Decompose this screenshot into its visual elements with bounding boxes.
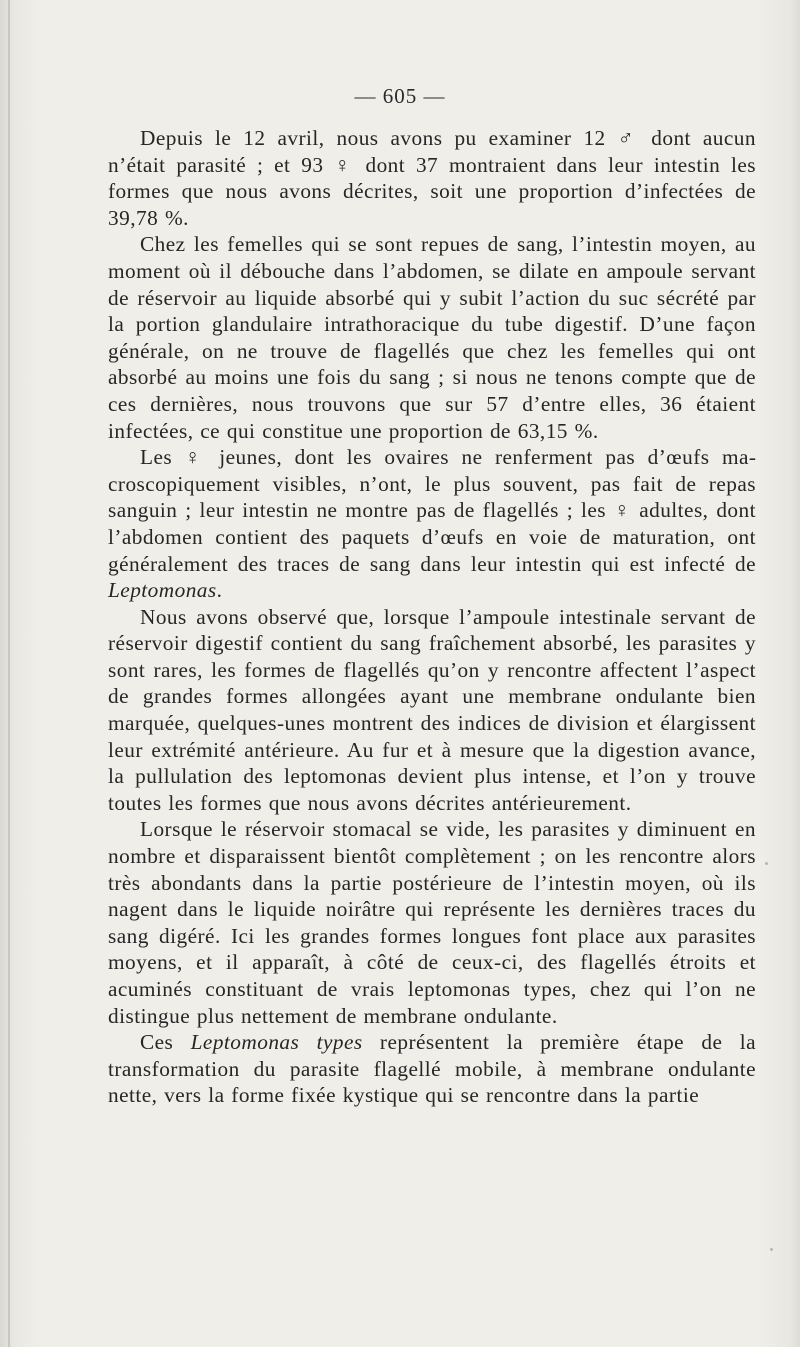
paragraph-1 [108, 125, 756, 231]
paragraph-6-start: Ces [140, 1030, 191, 1055]
paper-speck [770, 1248, 773, 1251]
paragraph-3-end: . [216, 578, 223, 603]
paragraph-6 [108, 1029, 756, 1109]
paragraph-3-text: Les ♀ jeunes, dont les ovaires ne renferment pas d’œufs macroscopiquement visibles, n’ont, le plus souvent, pas fait de repas sanguin ; leur intestin ne montre pas de flagellés ; les ♀ adultes, dont l’abdomen contient des paquets d’œufs en voie de maturation, ont généralement des traces de sang dans leur intestin qui est infecté de [108, 445, 756, 576]
paragraph-2-text: Chez les femelles qui se sont repues de sang, l’intestin moyen, au moment où il débouche dans l’abdomen, se dilate en ampoule servant de réservoir au liquide absorbé qui y subit l’action du suc sécrété par la portion glandulaire intrathoracique du tube digestif. D’une façon générale, on ne trouve de flagellés que chez les femelles qui ont absorbé au moins une fois du sang ; si nous ne tenons compte que de ces dernières, nous trouvons que sur 57 d’entre elles, 36 étaient infectées, ce qui constitue une proportion de 63,15 %. [108, 232, 756, 443]
paragraph-5 [108, 816, 756, 1029]
paragraph-2 [108, 231, 756, 444]
binding-edge [8, 0, 10, 1347]
paragraph-1-text: Depuis le 12 avril, nous avons pu examiner 12 ♂ dont aucun n’était parasité ; et 93 ♀ dont 37 montraient dans leur intestin les formes que nous avons décrites, soit une proportion d’infectées de 39,78 %. [108, 126, 756, 230]
paragraph-6-text: représentent la première étape de la transformation du parasite flagellé mobile, à membrane ondulante nette, vers la forme fixée kystique qui se rencontre dans la partie [108, 1030, 756, 1108]
paper-speck [765, 862, 768, 865]
paragraph-5-text: Lorsque le réservoir stomacal se vide, les parasites y diminuent en nombre et disparaissent bientôt complètement ; on les rencontre alors très abondants dans la partie postérieure de l’intestin moyen, où ils nagent dans le liquide noirâtre qui représente les dernières traces du sang digéré. Ici les grandes formes longues font place aux parasites moyens, et il apparaît, à côté de ceux-ci, des flagellés étroits et acuminés constituant de vrais leptomonas types, chez qui l’on ne distingue plus nettement de membrane ondulante. [108, 817, 756, 1028]
page-number: — 605 — [354, 84, 446, 108]
paragraph-4-text: Nous avons observé que, lorsque l’ampoule intestinale servant de réservoir digestif contient du sang fraîchement absorbé, les parasites y sont rares, les formes de flagellés qu’on y rencontre affectent l’aspect de grandes formes allongées ayant une membrane ondulante bien marquée, quelques-unes montrent des indices de division et élargissent leur extrémité antérieure. Au fur et à mesure que la digestion avance, la pullulation des leptomonas devient plus intense, et l’on y trouve toutes les formes que nous avons décrites antérieurement. [108, 604, 756, 815]
paragraph-4 [108, 604, 756, 817]
genus-name-italic: Leptomonas [108, 578, 217, 603]
body-text [108, 125, 756, 1109]
paragraph-3 [108, 444, 756, 604]
leptomonas-types-italic: Leptomonas types [190, 1030, 363, 1055]
